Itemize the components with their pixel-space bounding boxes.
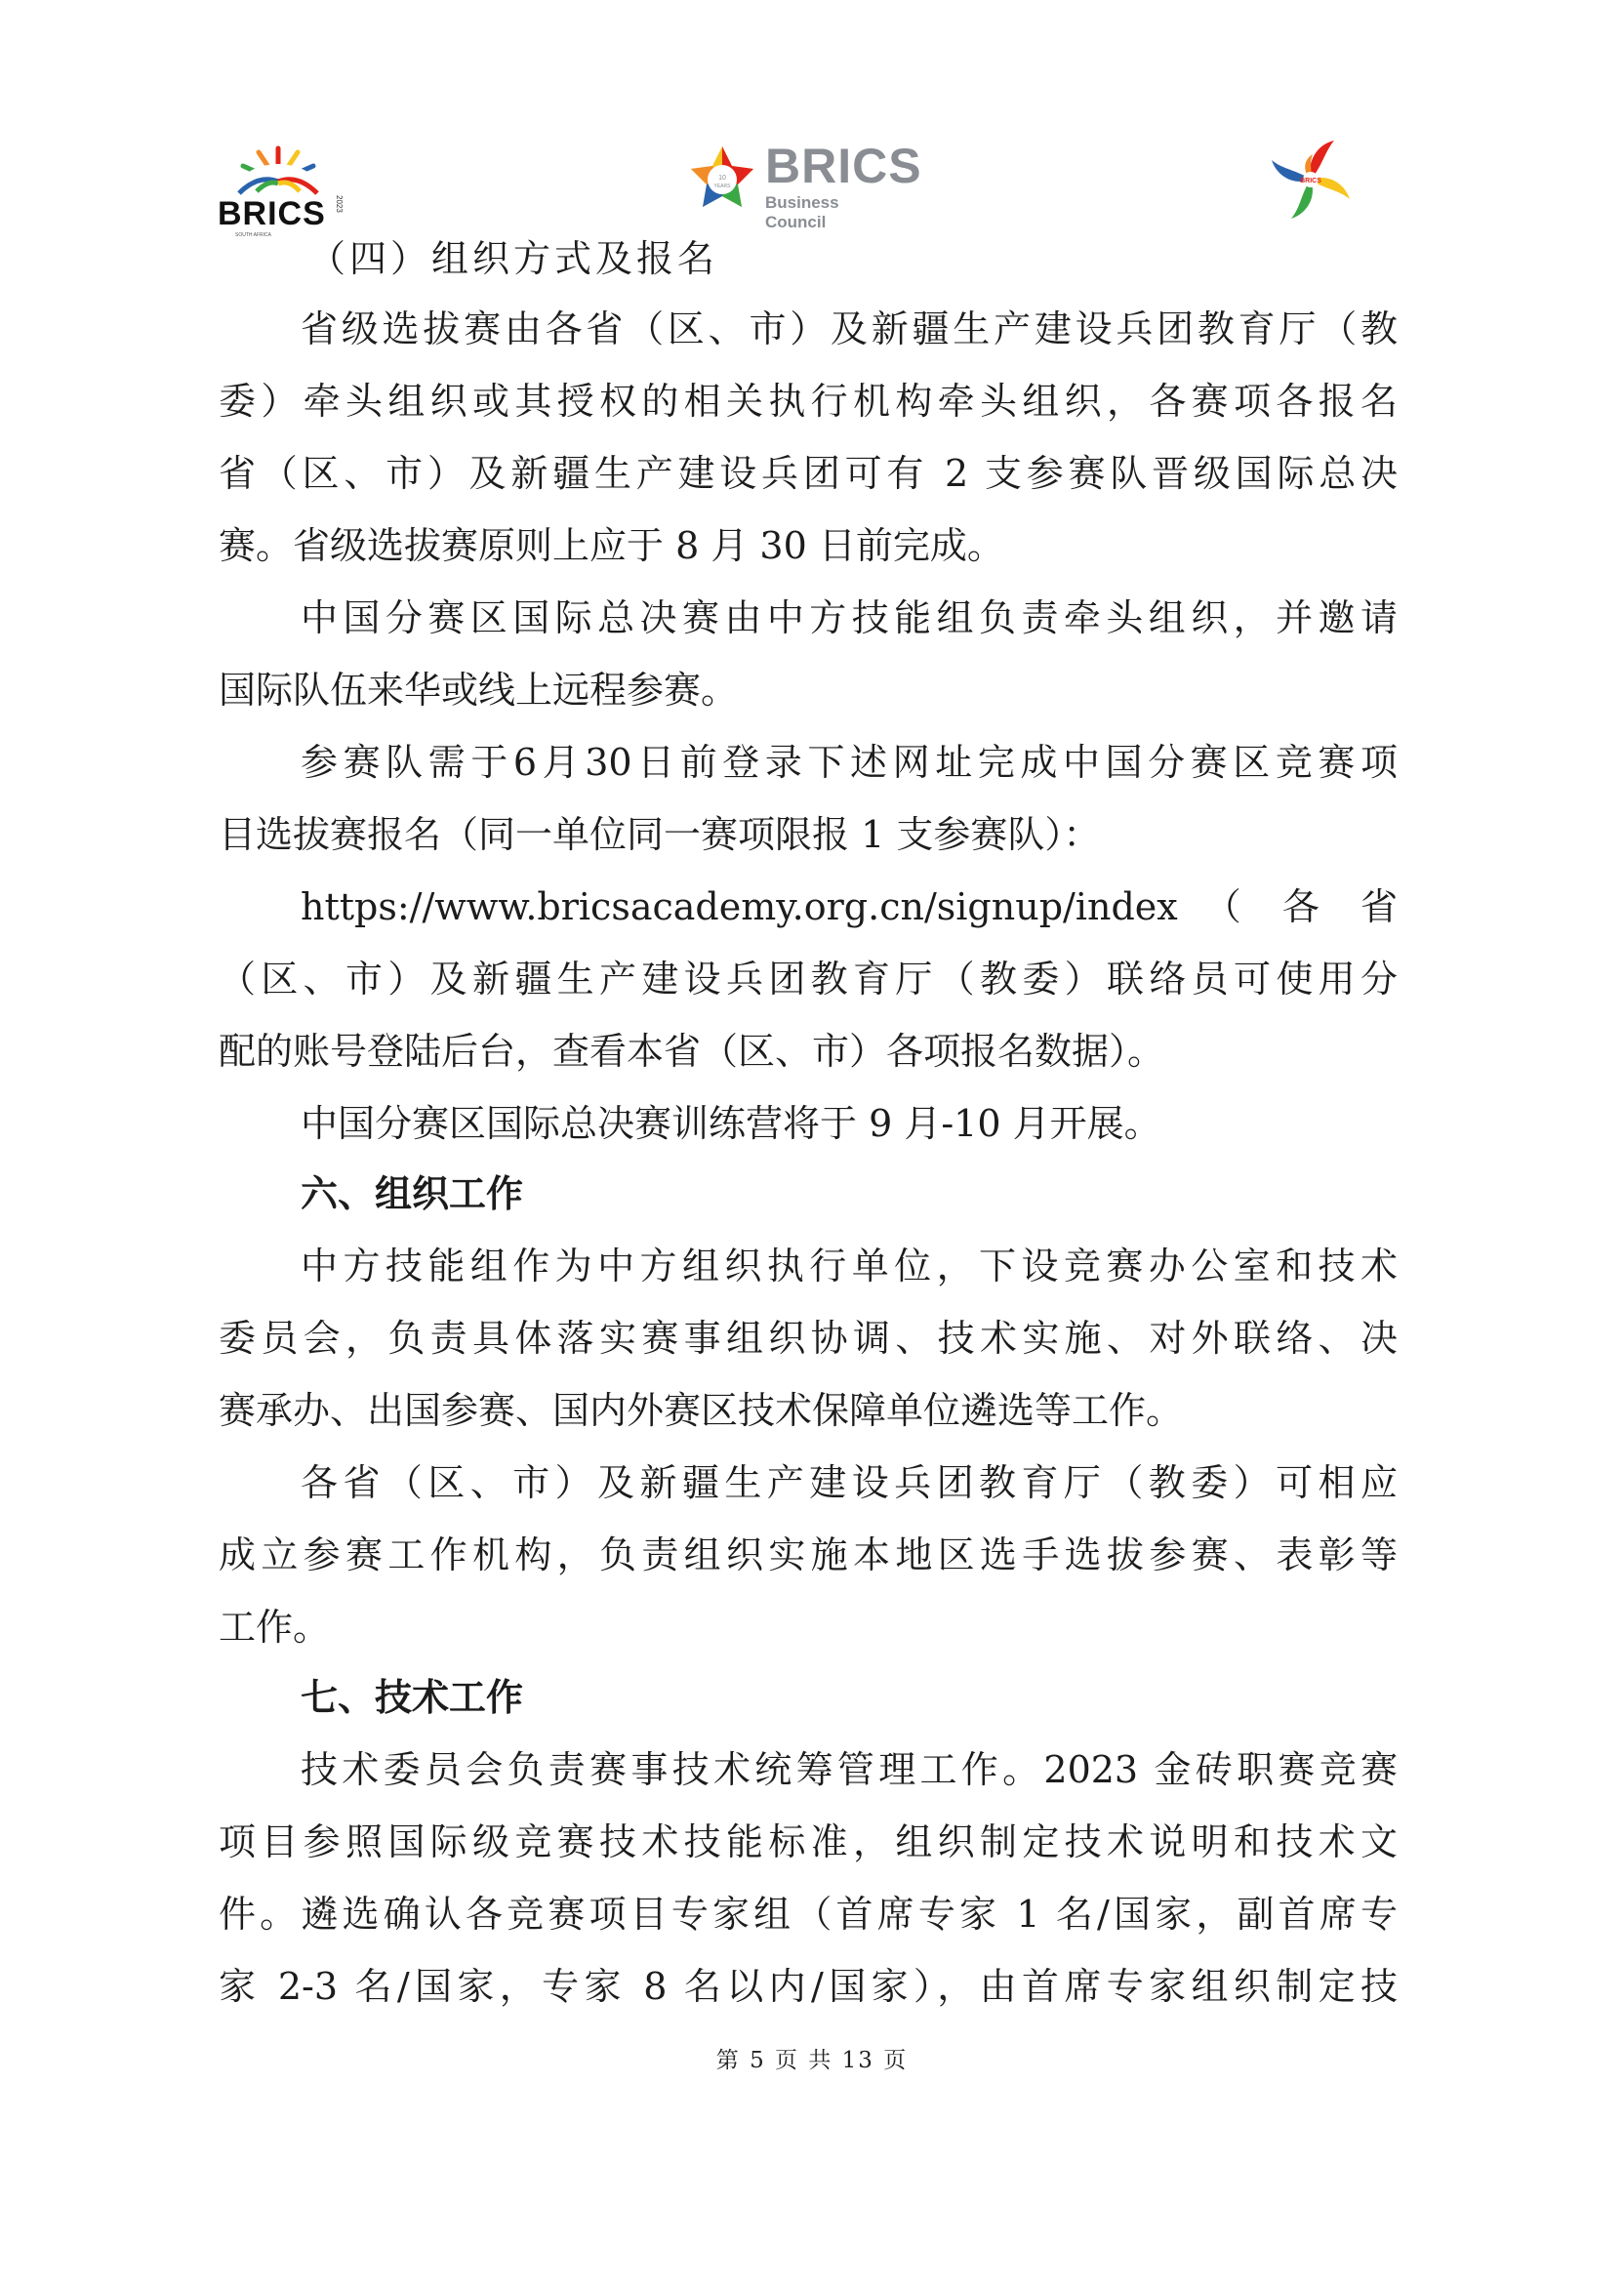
paragraph-line: 成立参赛工作机构，负责组织实施本地区选手选拔参赛、表彰等 [219, 1533, 1398, 1576]
paragraph-line: 项目参照国际级竞赛技术技能标准，组织制定技术说明和技术文 [219, 1820, 1398, 1863]
signup-url-line: https://www.bricsacademy.org.cn/signup/index （ 各 省 [301, 885, 1398, 928]
paragraph-line: 目选拔赛报名（同一单位同一赛项限报 1 支参赛队）： [219, 813, 1101, 856]
page-indicator: 第 5 页 共 13 页 [715, 2048, 909, 2073]
brics-business-council-logo [687, 139, 922, 231]
paragraph-line: 中国分赛区国际总决赛由中方技能组负责牵头组织，并邀请 [301, 596, 1398, 639]
paragraph-line: 配的账号登陆后台，查看本省（区、市）各项报名数据）。 [219, 1030, 1165, 1073]
paragraph-line: 中方技能组作为中方组织执行单位，下设竞赛办公室和技术 [301, 1245, 1398, 1287]
brics-logo-year: 2023 [335, 195, 344, 213]
paragraph-line: 各省（区、市）及新疆生产建设兵团教育厅（教委）可相应 [301, 1461, 1398, 1504]
section-4-heading: （四）组织方式及报名 [308, 237, 719, 280]
paragraph-line: 件。遴选确认各竞赛项目专家组（首席专家 1 名/国家，副首席专 [219, 1893, 1398, 1936]
paragraph-line: 中国分赛区国际总决赛训练营将于 9 月-10 月开展。 [301, 1102, 1161, 1145]
brics-logo-tagline: SOUTH AFRICA [235, 232, 271, 238]
paragraph-line: 省（区、市）及新疆生产建设兵团可有 2 支参赛队晋级国际总决 [219, 452, 1398, 495]
paragraph-line: 国际队伍来华或线上远程参赛。 [219, 669, 739, 712]
svg-text:10: 10 [718, 175, 726, 182]
paragraph-line: （区、市）及新疆生产建设兵团教育厅（教委）联络员可使用分 [219, 958, 1398, 1001]
paragraph-line: 工作。 [219, 1606, 331, 1649]
paragraph-line: 家 2-3 名/国家，专家 8 名以内/国家），由首席专家组织制定技 [219, 1965, 1398, 2008]
brics-sun-icon [229, 144, 327, 195]
paragraph-line: 委员会，负责具体落实赛事组织协调、技术实施、对外联络、决 [219, 1317, 1398, 1360]
paragraph-line: 技术委员会负责赛事技术统筹管理工作。2023 金砖职赛竞赛 [301, 1748, 1398, 1791]
paragraph-line: 赛承办、出国参赛、国内外赛区技术保障单位遴选等工作。 [219, 1389, 1184, 1432]
section-6-heading: 六、组织工作 [301, 1172, 524, 1215]
svg-text:YEARS: YEARS [713, 184, 731, 189]
paragraph-line: 委）牵头组织或其授权的相关执行机构牵头组织，各赛项各报名 [219, 380, 1398, 423]
brics-pinwheel-logo [1264, 133, 1358, 226]
brics-2023-logo [210, 144, 346, 238]
business-council-brand: BRICS [765, 139, 922, 193]
pinwheel-icon [1264, 133, 1358, 226]
svg-text:BRICS: BRICS [1300, 178, 1321, 184]
brics-logo-wordmark: BRICS [218, 195, 326, 232]
paragraph-line: 赛。省级选拔赛原则上应于 8 月 30 日前完成。 [219, 524, 1004, 567]
section-7-heading: 七、技术工作 [301, 1676, 524, 1719]
paragraph-line: 省级选拔赛由各省（区、市）及新疆生产建设兵团教育厅（教 [301, 307, 1398, 350]
paragraph-line: 参赛队需于6月30日前登录下述网址完成中国分赛区竞赛项 [301, 741, 1398, 784]
brics-star-emblem-icon [687, 143, 757, 213]
business-council-subtitle: Business Council [765, 193, 839, 231]
